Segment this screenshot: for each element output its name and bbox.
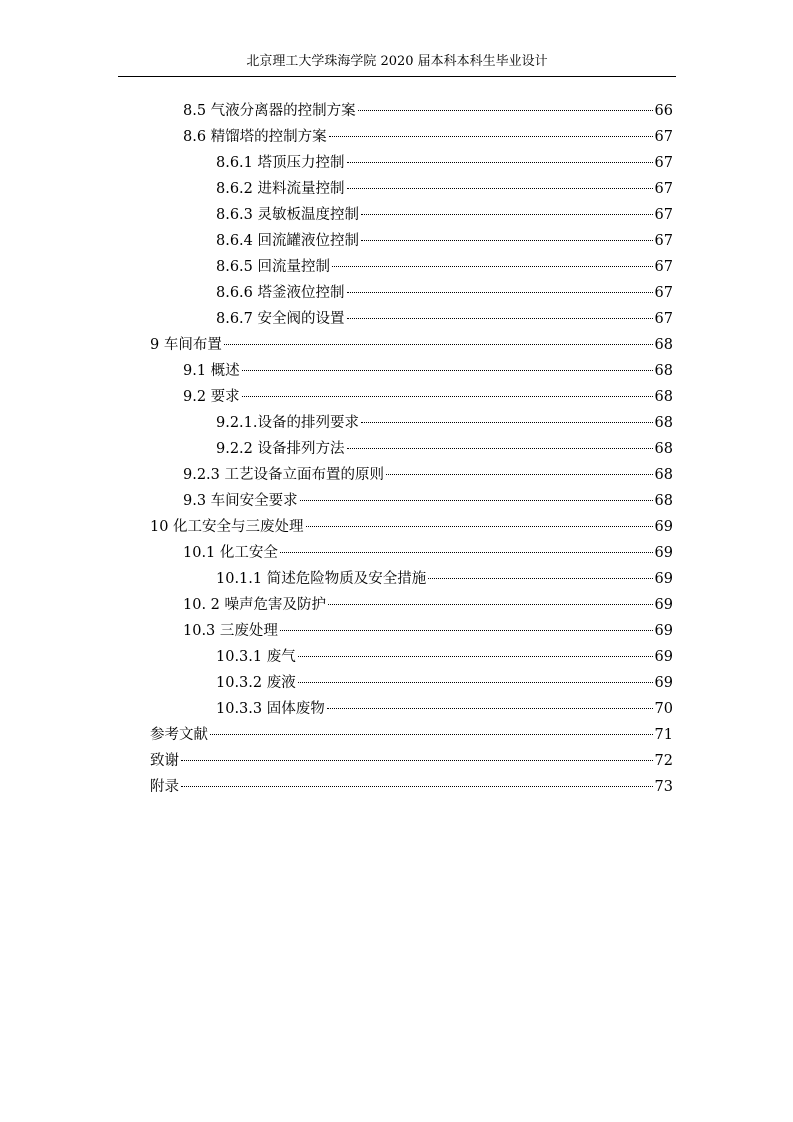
toc-dot-leader <box>280 552 653 553</box>
toc-entry-title: 8.6.1 塔顶压力控制 <box>216 155 345 171</box>
toc-entry-title: 10.3 三废处理 <box>183 623 278 639</box>
toc-dot-leader <box>327 708 653 709</box>
toc-dot-leader <box>306 526 653 527</box>
toc-entry-page-number: 68 <box>654 493 673 509</box>
toc-entry-page-number: 67 <box>654 181 673 197</box>
toc-entry-title: 10. 2 噪声危害及防护 <box>183 597 327 613</box>
toc-entry[interactable] <box>150 254 673 280</box>
toc-entry-title: 10.3.1 废气 <box>216 649 296 665</box>
toc-entry-page-number: 69 <box>654 675 673 691</box>
toc-entry[interactable] <box>150 540 673 566</box>
toc-entry[interactable] <box>150 124 673 150</box>
toc-dot-leader <box>428 578 652 579</box>
toc-entry-page-number: 71 <box>654 727 673 743</box>
toc-entry-title: 8.6.6 塔釜液位控制 <box>216 285 345 301</box>
toc-dot-leader <box>300 500 653 501</box>
toc-entry-title: 9.2.1.设备的排列要求 <box>216 415 360 431</box>
toc-dot-leader <box>361 422 653 423</box>
toc-entry[interactable] <box>150 722 673 748</box>
toc-dot-leader <box>328 604 653 605</box>
toc-entry-page-number: 67 <box>654 207 673 223</box>
toc-entry-title: 8.6.4 回流罐液位控制 <box>216 233 360 249</box>
toc-entry[interactable] <box>150 98 673 124</box>
toc-entry-title: 参考文献 <box>150 727 208 743</box>
toc-dot-leader <box>280 630 653 631</box>
toc-entry-page-number: 68 <box>654 337 673 353</box>
toc-entry-page-number: 67 <box>654 285 673 301</box>
toc-entry[interactable] <box>150 280 673 306</box>
toc-dot-leader <box>361 214 653 215</box>
toc-entry[interactable] <box>150 358 673 384</box>
toc-entry-page-number: 68 <box>654 467 673 483</box>
toc-entry[interactable] <box>150 436 673 462</box>
toc-dot-leader <box>329 136 653 137</box>
toc-entry[interactable] <box>150 670 673 696</box>
toc-entry[interactable] <box>150 306 673 332</box>
toc-entry-title: 8.5 气液分离器的控制方案 <box>183 103 356 119</box>
toc-entry-page-number: 70 <box>654 701 673 717</box>
toc-dot-leader <box>242 370 653 371</box>
toc-entry[interactable] <box>150 150 673 176</box>
toc-dot-leader <box>386 474 653 475</box>
toc-dot-leader <box>298 656 653 657</box>
toc-entry-title: 8.6.3 灵敏板温度控制 <box>216 207 360 223</box>
toc-entry[interactable] <box>150 696 673 722</box>
toc-entry-title: 9 车间布置 <box>150 337 222 353</box>
toc-entry-page-number: 68 <box>654 415 673 431</box>
toc-entry-title: 9.2.2 设备排列方法 <box>216 441 345 457</box>
toc-entry-title: 10.3.3 固体废物 <box>216 701 325 717</box>
toc-entry[interactable] <box>150 202 673 228</box>
toc-entry-title: 10 化工安全与三废处理 <box>150 519 304 535</box>
toc-entry-title: 10.1.1 简述危险物质及安全措施 <box>216 571 427 587</box>
toc-entry[interactable] <box>150 488 673 514</box>
toc-entry-page-number: 67 <box>654 129 673 145</box>
toc-dot-leader <box>332 266 653 267</box>
toc-entry-title: 9.2.3 工艺设备立面布置的原则 <box>183 467 385 483</box>
toc-entry-page-number: 69 <box>654 623 673 639</box>
toc-entry-page-number: 67 <box>654 311 673 327</box>
toc-entry-title: 8.6.2 进料流量控制 <box>216 181 345 197</box>
toc-entry-page-number: 67 <box>654 155 673 171</box>
toc-entry[interactable] <box>150 748 673 774</box>
toc-entry[interactable] <box>150 774 673 800</box>
toc-dot-leader <box>347 292 653 293</box>
toc-entry-page-number: 69 <box>654 519 673 535</box>
toc-entry[interactable] <box>150 332 673 358</box>
header-divider <box>118 76 676 77</box>
toc-dot-leader <box>224 344 653 345</box>
toc-dot-leader <box>347 448 653 449</box>
page-header: 北京理工大学珠海学院 2020 届本科本科生毕业设计 <box>246 54 548 69</box>
toc-dot-leader <box>181 760 653 761</box>
toc-entry-title: 8.6.7 安全阀的设置 <box>216 311 345 327</box>
toc-dot-leader <box>210 734 653 735</box>
toc-entry-page-number: 69 <box>654 571 673 587</box>
table-of-contents <box>150 98 673 800</box>
toc-entry-page-number: 69 <box>654 597 673 613</box>
toc-dot-leader <box>242 396 653 397</box>
toc-entry-title: 附录 <box>150 779 179 795</box>
toc-entry-title: 10.3.2 废液 <box>216 675 296 691</box>
toc-entry-title: 9.2 要求 <box>183 389 240 405</box>
toc-entry-title: 10.1 化工安全 <box>183 545 278 561</box>
toc-dot-leader <box>298 682 653 683</box>
toc-entry[interactable] <box>150 462 673 488</box>
toc-entry-page-number: 67 <box>654 233 673 249</box>
toc-entry[interactable] <box>150 644 673 670</box>
toc-dot-leader <box>347 188 653 189</box>
toc-entry-title: 8.6.5 回流量控制 <box>216 259 331 275</box>
toc-entry-page-number: 68 <box>654 389 673 405</box>
toc-entry-title: 致谢 <box>150 753 179 769</box>
toc-dot-leader <box>181 786 653 787</box>
toc-entry-page-number: 72 <box>654 753 673 769</box>
toc-entry[interactable] <box>150 228 673 254</box>
toc-entry-page-number: 68 <box>654 441 673 457</box>
toc-entry-page-number: 66 <box>654 103 673 119</box>
toc-entry-page-number: 69 <box>654 649 673 665</box>
toc-entry-page-number: 73 <box>654 779 673 795</box>
toc-dot-leader <box>358 110 653 111</box>
toc-dot-leader <box>347 162 653 163</box>
toc-entry-page-number: 67 <box>654 259 673 275</box>
toc-entry[interactable] <box>150 618 673 644</box>
toc-dot-leader <box>361 240 653 241</box>
toc-entry-title: 9.3 车间安全要求 <box>183 493 298 509</box>
toc-entry-title: 9.1 概述 <box>183 363 240 379</box>
toc-entry[interactable] <box>150 592 673 618</box>
toc-dot-leader <box>347 318 653 319</box>
toc-entry-page-number: 68 <box>654 363 673 379</box>
toc-entry[interactable] <box>150 514 673 540</box>
toc-entry-title: 8.6 精馏塔的控制方案 <box>183 129 327 145</box>
toc-entry[interactable] <box>150 384 673 410</box>
toc-entry-page-number: 69 <box>654 545 673 561</box>
toc-entry[interactable] <box>150 410 673 436</box>
toc-entry[interactable] <box>150 176 673 202</box>
toc-entry[interactable] <box>150 566 673 592</box>
